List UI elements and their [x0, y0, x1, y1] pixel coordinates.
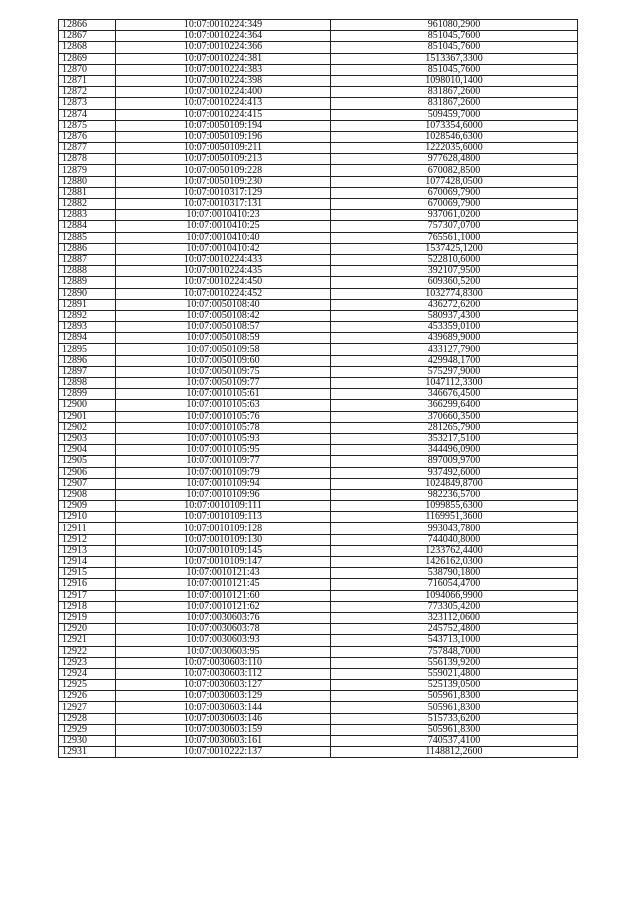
table-row [59, 299, 578, 310]
row-number-cell: 12920 [59, 624, 116, 635]
cadastral-number-cell: 10:07:0030603:78 [116, 624, 331, 635]
row-number-cell: 12899 [59, 389, 116, 400]
value-cell: 1099855,6300 [331, 501, 578, 512]
row-number-cell: 12874 [59, 109, 116, 120]
value-cell: 580937,4300 [331, 310, 578, 321]
row-number-cell: 12888 [59, 266, 116, 277]
row-number-cell: 12869 [59, 53, 116, 64]
table-row [59, 199, 578, 210]
table-row [59, 422, 578, 433]
table-row [59, 512, 578, 523]
table-row [59, 378, 578, 389]
value-cell: 439689,9000 [331, 333, 578, 344]
cadastral-number-cell: 10:07:0010410:40 [116, 232, 331, 243]
table-row [59, 747, 578, 758]
cadastral-number-cell: 10:07:0010224:435 [116, 266, 331, 277]
row-number-cell: 12875 [59, 120, 116, 131]
row-number-cell: 12905 [59, 456, 116, 467]
table-row [59, 489, 578, 500]
cadastral-number-cell: 10:07:0050109:196 [116, 131, 331, 142]
cadastral-number-cell: 10:07:0010109:111 [116, 501, 331, 512]
row-number-cell: 12912 [59, 534, 116, 545]
row-number-cell: 12928 [59, 713, 116, 724]
row-number-cell: 12884 [59, 221, 116, 232]
value-cell: 1222035,6000 [331, 143, 578, 154]
table-row [59, 523, 578, 534]
table-row [59, 64, 578, 75]
cadastral-number-cell: 10:07:0010109:145 [116, 545, 331, 556]
cadastral-number-cell: 10:07:0010109:130 [116, 534, 331, 545]
row-number-cell: 12917 [59, 590, 116, 601]
table-row [59, 389, 578, 400]
value-cell: 1047112,3300 [331, 378, 578, 389]
table-row [59, 277, 578, 288]
value-cell: 509459,7000 [331, 109, 578, 120]
cadastral-number-cell: 10:07:0010224:398 [116, 75, 331, 86]
value-cell: 453359,0100 [331, 322, 578, 333]
value-cell: 670069,7900 [331, 199, 578, 210]
row-number-cell: 12894 [59, 333, 116, 344]
row-number-cell: 12879 [59, 165, 116, 176]
cadastral-number-cell: 10:07:0050108:40 [116, 299, 331, 310]
cadastral-number-cell: 10:07:0010109:79 [116, 467, 331, 478]
row-number-cell: 12890 [59, 288, 116, 299]
value-cell: 851045,7600 [331, 42, 578, 53]
cadastral-number-cell: 10:07:0050108:59 [116, 333, 331, 344]
value-cell: 1426162,0300 [331, 557, 578, 568]
value-cell: 670069,7900 [331, 187, 578, 198]
row-number-cell: 12909 [59, 501, 116, 512]
table-row [59, 691, 578, 702]
table-row [59, 702, 578, 713]
cadastral-number-cell: 10:07:0010224:364 [116, 31, 331, 42]
data-table [58, 19, 578, 758]
table-row [59, 333, 578, 344]
value-cell: 851045,7600 [331, 31, 578, 42]
cadastral-number-cell: 10:07:0050109:75 [116, 366, 331, 377]
row-number-cell: 12902 [59, 422, 116, 433]
cadastral-number-cell: 10:07:0010410:42 [116, 243, 331, 254]
value-cell: 1537425,1200 [331, 243, 578, 254]
row-number-cell: 12914 [59, 557, 116, 568]
table-row [59, 568, 578, 579]
table-row [59, 322, 578, 333]
table-row [59, 668, 578, 679]
row-number-cell: 12910 [59, 512, 116, 523]
table-row [59, 109, 578, 120]
table-row [59, 210, 578, 221]
row-number-cell: 12908 [59, 489, 116, 500]
table-row [59, 98, 578, 109]
value-cell: 1024849,8700 [331, 478, 578, 489]
row-number-cell: 12926 [59, 691, 116, 702]
value-cell: 346676,4500 [331, 389, 578, 400]
value-cell: 366299,6400 [331, 400, 578, 411]
table-row [59, 75, 578, 86]
row-number-cell: 12873 [59, 98, 116, 109]
table-row [59, 266, 578, 277]
cadastral-number-cell: 10:07:0010224:400 [116, 87, 331, 98]
table-row [59, 288, 578, 299]
value-cell: 1098010,1400 [331, 75, 578, 86]
row-number-cell: 12891 [59, 299, 116, 310]
row-number-cell: 12881 [59, 187, 116, 198]
row-number-cell: 12924 [59, 668, 116, 679]
table-row [59, 501, 578, 512]
cadastral-number-cell: 10:07:0010105:93 [116, 433, 331, 444]
cadastral-number-cell: 10:07:0050109:194 [116, 120, 331, 131]
table-row [59, 131, 578, 142]
row-number-cell: 12903 [59, 433, 116, 444]
value-cell: 1073354,6000 [331, 120, 578, 131]
cadastral-number-cell: 10:07:0010121:45 [116, 579, 331, 590]
table-row [59, 467, 578, 478]
value-cell: 245752,4800 [331, 624, 578, 635]
cadastral-number-cell: 10:07:0030603:76 [116, 612, 331, 623]
cadastral-number-cell: 10:07:0030603:110 [116, 657, 331, 668]
row-number-cell: 12923 [59, 657, 116, 668]
row-number-cell: 12871 [59, 75, 116, 86]
value-cell: 281265,7900 [331, 422, 578, 433]
cadastral-number-cell: 10:07:0010224:383 [116, 64, 331, 75]
table-row [59, 42, 578, 53]
row-number-cell: 12867 [59, 31, 116, 42]
cadastral-number-cell: 10:07:0010222:137 [116, 747, 331, 758]
table-row [59, 243, 578, 254]
cadastral-number-cell: 10:07:0010121:62 [116, 601, 331, 612]
cadastral-number-cell: 10:07:0010224:415 [116, 109, 331, 120]
row-number-cell: 12876 [59, 131, 116, 142]
value-cell: 670082,8500 [331, 165, 578, 176]
row-number-cell: 12913 [59, 545, 116, 556]
value-cell: 961080,2900 [331, 20, 578, 31]
table-row [59, 143, 578, 154]
row-number-cell: 12915 [59, 568, 116, 579]
value-cell: 505961,8300 [331, 702, 578, 713]
table-row [59, 344, 578, 355]
value-cell: 1094066,9900 [331, 590, 578, 601]
row-number-cell: 12866 [59, 20, 116, 31]
cadastral-number-cell: 10:07:0010105:63 [116, 400, 331, 411]
value-cell: 525139,0500 [331, 680, 578, 691]
table-row [59, 456, 578, 467]
value-cell: 1077428,0500 [331, 176, 578, 187]
value-cell: 757307,0700 [331, 221, 578, 232]
table-row [59, 232, 578, 243]
row-number-cell: 12918 [59, 601, 116, 612]
cadastral-number-cell: 10:07:0010105:76 [116, 411, 331, 422]
cadastral-number-cell: 10:07:0030603:144 [116, 702, 331, 713]
cadastral-number-cell: 10:07:0010317:131 [116, 199, 331, 210]
value-cell: 993043,7800 [331, 523, 578, 534]
table-row [59, 545, 578, 556]
table-row [59, 724, 578, 735]
table-row [59, 590, 578, 601]
value-cell: 353217,5100 [331, 433, 578, 444]
row-number-cell: 12886 [59, 243, 116, 254]
value-cell: 1513367,3300 [331, 53, 578, 64]
value-cell: 765561,1000 [331, 232, 578, 243]
value-cell: 1233762,4400 [331, 545, 578, 556]
table-row [59, 478, 578, 489]
cadastral-number-cell: 10:07:0030603:159 [116, 724, 331, 735]
row-number-cell: 12916 [59, 579, 116, 590]
cadastral-number-cell: 10:07:0050109:211 [116, 143, 331, 154]
cadastral-number-cell: 10:07:0010410:25 [116, 221, 331, 232]
table-row [59, 557, 578, 568]
table-row [59, 579, 578, 590]
row-number-cell: 12927 [59, 702, 116, 713]
cadastral-number-cell: 10:07:0010224:413 [116, 98, 331, 109]
cadastral-number-cell: 10:07:0050109:230 [116, 176, 331, 187]
row-number-cell: 12880 [59, 176, 116, 187]
cadastral-number-cell: 10:07:0010410:23 [116, 210, 331, 221]
table-body [59, 20, 578, 758]
cadastral-number-cell: 10:07:0010224:381 [116, 53, 331, 64]
value-cell: 740537,4100 [331, 736, 578, 747]
row-number-cell: 12922 [59, 646, 116, 657]
row-number-cell: 12919 [59, 612, 116, 623]
row-number-cell: 12892 [59, 310, 116, 321]
value-cell: 937061,0200 [331, 210, 578, 221]
table-row [59, 165, 578, 176]
value-cell: 744040,8000 [331, 534, 578, 545]
value-cell: 831867,2600 [331, 98, 578, 109]
value-cell: 344496,0900 [331, 445, 578, 456]
cadastral-number-cell: 10:07:0010109:113 [116, 512, 331, 523]
cadastral-number-cell: 10:07:0010224:366 [116, 42, 331, 53]
value-cell: 1032774,8300 [331, 288, 578, 299]
table-row [59, 624, 578, 635]
table-row [59, 411, 578, 422]
row-number-cell: 12897 [59, 366, 116, 377]
row-number-cell: 12930 [59, 736, 116, 747]
value-cell: 831867,2600 [331, 87, 578, 98]
table-row [59, 400, 578, 411]
cadastral-number-cell: 10:07:0050109:228 [116, 165, 331, 176]
table-row [59, 433, 578, 444]
value-cell: 522810,6000 [331, 254, 578, 265]
value-cell: 977628,4800 [331, 154, 578, 165]
value-cell: 1028546,6300 [331, 131, 578, 142]
value-cell: 982236,5700 [331, 489, 578, 500]
cadastral-number-cell: 10:07:0030603:95 [116, 646, 331, 657]
value-cell: 897009,9700 [331, 456, 578, 467]
cadastral-number-cell: 10:07:0030603:112 [116, 668, 331, 679]
value-cell: 370660,3500 [331, 411, 578, 422]
value-cell: 323112,0600 [331, 612, 578, 623]
value-cell: 436272,6200 [331, 299, 578, 310]
value-cell: 543713,1000 [331, 635, 578, 646]
value-cell: 716054,4700 [331, 579, 578, 590]
table-row [59, 87, 578, 98]
row-number-cell: 12878 [59, 154, 116, 165]
table-row [59, 53, 578, 64]
table-row [59, 445, 578, 456]
row-number-cell: 12893 [59, 322, 116, 333]
cadastral-number-cell: 10:07:0050109:58 [116, 344, 331, 355]
cadastral-number-cell: 10:07:0050109:60 [116, 355, 331, 366]
cadastral-number-cell: 10:07:0010109:147 [116, 557, 331, 568]
table-row [59, 154, 578, 165]
table-row [59, 534, 578, 545]
row-number-cell: 12925 [59, 680, 116, 691]
value-cell: 556139,9200 [331, 657, 578, 668]
cadastral-number-cell: 10:07:0010109:96 [116, 489, 331, 500]
cadastral-number-cell: 10:07:0010109:94 [116, 478, 331, 489]
row-number-cell: 12895 [59, 344, 116, 355]
value-cell: 851045,7600 [331, 64, 578, 75]
value-cell: 575297,9000 [331, 366, 578, 377]
value-cell: 1148812,2600 [331, 747, 578, 758]
table-row [59, 187, 578, 198]
row-number-cell: 12872 [59, 87, 116, 98]
table-row [59, 355, 578, 366]
cadastral-number-cell: 10:07:0030603:127 [116, 680, 331, 691]
row-number-cell: 12889 [59, 277, 116, 288]
cadastral-number-cell: 10:07:0010317:129 [116, 187, 331, 198]
cadastral-number-cell: 10:07:0010121:60 [116, 590, 331, 601]
value-cell: 433127,7900 [331, 344, 578, 355]
row-number-cell: 12896 [59, 355, 116, 366]
table-row [59, 680, 578, 691]
value-cell: 429948,1700 [331, 355, 578, 366]
table-row [59, 635, 578, 646]
value-cell: 609360,5200 [331, 277, 578, 288]
cadastral-number-cell: 10:07:0050109:77 [116, 378, 331, 389]
value-cell: 505961,8300 [331, 691, 578, 702]
table-row [59, 713, 578, 724]
table-row [59, 31, 578, 42]
row-number-cell: 12904 [59, 445, 116, 456]
row-number-cell: 12911 [59, 523, 116, 534]
cadastral-number-cell: 10:07:0010224:450 [116, 277, 331, 288]
table-row [59, 612, 578, 623]
cadastral-number-cell: 10:07:0010109:128 [116, 523, 331, 534]
row-number-cell: 12898 [59, 378, 116, 389]
value-cell: 538790,1800 [331, 568, 578, 579]
cadastral-number-cell: 10:07:0010105:61 [116, 389, 331, 400]
table-row [59, 646, 578, 657]
cadastral-number-cell: 10:07:0010121:43 [116, 568, 331, 579]
cadastral-number-cell: 10:07:0010224:349 [116, 20, 331, 31]
row-number-cell: 12931 [59, 747, 116, 758]
cadastral-number-cell: 10:07:0010109:77 [116, 456, 331, 467]
row-number-cell: 12883 [59, 210, 116, 221]
row-number-cell: 12870 [59, 64, 116, 75]
cadastral-number-cell: 10:07:0030603:146 [116, 713, 331, 724]
cadastral-number-cell: 10:07:0050109:213 [116, 154, 331, 165]
value-cell: 559021,4800 [331, 668, 578, 679]
table-row [59, 601, 578, 612]
table-row [59, 20, 578, 31]
table-row [59, 254, 578, 265]
table-row [59, 657, 578, 668]
table-row [59, 736, 578, 747]
table-row [59, 310, 578, 321]
value-cell: 937492,6000 [331, 467, 578, 478]
row-number-cell: 12901 [59, 411, 116, 422]
cadastral-number-cell: 10:07:0030603:161 [116, 736, 331, 747]
cadastral-number-cell: 10:07:0010105:78 [116, 422, 331, 433]
value-cell: 392107,9500 [331, 266, 578, 277]
value-cell: 757848,7000 [331, 646, 578, 657]
cadastral-number-cell: 10:07:0030603:129 [116, 691, 331, 702]
value-cell: 515733,6200 [331, 713, 578, 724]
cadastral-number-cell: 10:07:0050108:57 [116, 322, 331, 333]
value-cell: 773305,4200 [331, 601, 578, 612]
value-cell: 505961,8300 [331, 724, 578, 735]
value-cell: 1169951,3600 [331, 512, 578, 523]
row-number-cell: 12877 [59, 143, 116, 154]
table-row [59, 366, 578, 377]
cadastral-number-cell: 10:07:0050108:42 [116, 310, 331, 321]
table-row [59, 176, 578, 187]
cadastral-number-cell: 10:07:0010105:95 [116, 445, 331, 456]
row-number-cell: 12907 [59, 478, 116, 489]
cadastral-number-cell: 10:07:0010224:452 [116, 288, 331, 299]
row-number-cell: 12882 [59, 199, 116, 210]
row-number-cell: 12929 [59, 724, 116, 735]
row-number-cell: 12921 [59, 635, 116, 646]
row-number-cell: 12906 [59, 467, 116, 478]
cadastral-number-cell: 10:07:0010224:433 [116, 254, 331, 265]
row-number-cell: 12885 [59, 232, 116, 243]
cadastral-number-cell: 10:07:0030603:93 [116, 635, 331, 646]
table-row [59, 221, 578, 232]
row-number-cell: 12900 [59, 400, 116, 411]
row-number-cell: 12868 [59, 42, 116, 53]
row-number-cell: 12887 [59, 254, 116, 265]
table-row [59, 120, 578, 131]
